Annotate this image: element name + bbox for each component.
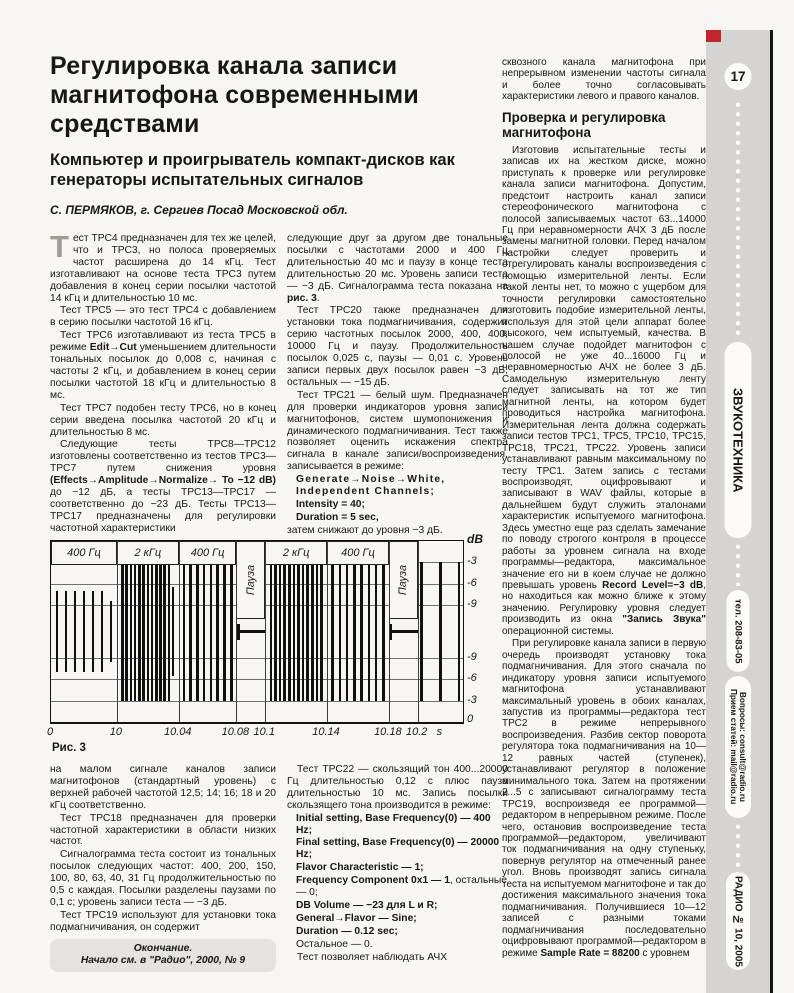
paragraph [50,813,276,849]
tone-burst-bar [375,562,378,701]
issue-label: РАДИО № 10, 2005 [732,875,744,967]
text-run: с уровнем [639,947,690,959]
paragraph [50,403,276,439]
text-run: Тест ТРС21 — белый шум. Предназначен для проверки индикаторов уровня записи магнитофонов, систем шумопонижения и динамического подмагничивания. Тест также позволяет оценить искажения спектра сигнала в канале записи/воспроизведения, записывается в режиме: [287,389,508,473]
section-boundary-line [117,541,118,722]
dotted-divider [734,542,742,586]
page-number-badge [725,63,752,90]
time-tick-label: 10.04 [163,726,192,738]
text-run: Final setting, Base Frequency(0) — 20000 Hz; [296,837,500,861]
tone-burst-bar [353,562,356,701]
paragraph [50,439,276,534]
drop-cap: Т [50,233,69,264]
paragraph [50,910,276,934]
pause-label-box [389,541,418,619]
text-run: Edit→Cut [89,342,137,354]
article-figure [46,532,505,758]
tone-burst-bar [382,562,385,701]
tone-burst-bar [125,562,128,701]
tone-burst-bar [288,562,291,701]
submissions-label: Прием статей: mail@radio.ru [729,689,738,805]
text-run: Остальное — 0. [296,938,373,950]
tone-burst-bar [203,562,206,701]
text-run: , но находиться как можно ближе к этому значению. Регулировку уровня следует производить из окна [502,580,706,626]
gridline--3db [51,701,463,702]
section-tab [725,342,752,538]
pause-label-box [236,541,265,619]
text-run: затем снижают до уровня −3 дБ. [287,524,443,536]
section-boundary-line [179,541,180,722]
phone-label: тел. 208-83-05 [732,598,744,664]
db-tick-label: -3 [467,555,477,568]
tone-burst-bar [270,562,273,701]
frequency-label-box [265,541,327,565]
paragraph [287,305,508,388]
paragraph [502,57,706,103]
tone-burst-bar [56,591,59,671]
time-tick-label: 10.2 [405,726,428,738]
tone-burst-bar [151,562,154,701]
paragraph [50,305,276,329]
questions-label: Вопросы: consult@radio.ru [738,692,747,802]
text-run: следующие друг за другом две тональные посылки с частотами 2000 и 400 Гц длительностью 40 мс и паузу в конце теста длительностью 20 мс. Уровень записи теста — −3 дБ. Сигналограмма теста показана на [287,233,508,292]
text-run: операционной системы. [502,625,614,637]
sidebar-black-rule [770,30,773,993]
tone-burst-bar [155,562,158,701]
tone-burst-bar [163,562,166,701]
column-1-top [50,233,276,539]
text-run: Frequency Component 0x1 — 1 [296,875,450,887]
text-run: Проверка и регулировка магнитофона [502,109,666,141]
paragraph [287,474,508,498]
gridline--9db [51,658,463,659]
tone-burst-bar [420,562,423,701]
section-boundary-line [418,541,419,722]
text-run: Тест позволяет наблюдать АЧХ [297,951,448,963]
section-label: 2 кГц [134,547,162,559]
tone-burst-bar [142,562,145,701]
paragraph [502,145,706,637]
tone-burst-bar [101,591,104,671]
text-run: Тест ТРС19 используют для установки тока подмагничивания, он содержит [50,909,276,933]
tone-burst-bar [183,562,186,701]
section-boundary-line [327,541,328,722]
column-1-bottom [50,764,276,986]
column-2-bottom [287,764,508,986]
article-author: С. ПЕРМЯКОВ, г. Сергиев Посад Московской обл. [50,203,348,217]
page-number: 17 [730,69,746,84]
section-label: Пауза [397,564,410,596]
text-run: . [316,292,320,304]
tone-burst-bar [293,562,296,701]
paragraph [287,862,508,874]
paragraph [287,764,508,812]
tone-burst-bar [147,562,150,701]
time-tick-label: 0 [46,726,54,738]
text-run: General→Flavor — Sine; [296,912,417,924]
section-boundary-line [389,541,390,722]
section-label: 400 Гц [190,547,225,559]
pause-marker-line [389,630,418,633]
text-run: Record Level=−3 dB [602,580,704,592]
frequency-label-box [179,541,237,565]
paragraph [287,913,508,925]
dotted-divider [734,822,742,868]
text-run: Flavor Characteristic — 1; [296,862,424,874]
tone-burst-bar [316,562,319,701]
paragraph [287,512,508,524]
tone-burst-bar [121,562,124,701]
db-tick-label: -6 [467,671,477,684]
tone-burst-bar [223,562,226,701]
paragraph [50,764,276,812]
tone-burst-bar [168,562,171,701]
text-run: Generate→Noise→White, Independent Channels; [296,474,446,498]
tone-burst-bar [302,562,305,701]
text-run: Изготовив испытательные тесты и записав их на жестком диске, можно приступать к проверке или регулировке канала записи магнитофона. Допустим, предстоит настроить канал записи стереофонического магнитофона с полосой записываемых частот 63...14000 Гц при неравномерности АЧХ 3 дБ после замены магнитной головки. Перед началом настройки следует проверить и отрегулировать каналы воспроизведения с помощью измерительной ленты. Если такой ленты нет, то можно с ущербом для точности регулировки самостоятельно изготовить подобие измерительной ленты, используя для этой цели аппарат более высокого, чем испытуемый, качества. В нашем случае подойдет магнитофон с полосой не уже 40...16000 Гц и неравномерностью АЧХ не более 3 дБ. Самодельную измерительную ленту следует записывать на тот же тип магнитной ленты, на котором будет проводиться настройка магнитофона. Измерительная лента должна содержать записи тестов ТРС1, ТРС5, ТРС10, ТРС15, ТРС18, ТРС21, ТРС22. Уровень записи устанавливают равным максимальному по тесту ТРС1. Затем запись с тестами воспроизводят, оцифровывают и записывают в WAV файлы, которые в дальнейшем будут служить эталонами характеристик испытуемого магнитофона. Здесь уместно еще раз сделать замечание по поводу строгого контроля в процессе работы за уровнем сигнала на входе программы—редактора, максимальное значение его ни в коем случае не должно превышать уровень [502,144,706,592]
section-color-marker [706,30,721,42]
tone-burst-bar [92,591,95,671]
tone-burst-bar [130,562,133,701]
tone-burst-bar [216,562,219,701]
tone-burst-bar [159,562,162,701]
db-axis-unit: dB [467,532,483,546]
tone-burst-bar [189,562,192,701]
issue-tab [726,872,750,970]
figure-caption: Рис. 3 [52,742,86,754]
text-run: Intensity = 40; [296,498,365,510]
contacts-tab [725,676,751,818]
section-label: ЗВУКОТЕХНИКА [730,387,746,493]
text-run: Сигналограмма теста состоит из тональных посылок следующих частот: 400, 200, 150, 100, 80, 63, 40, 31 Гц продолжительностью по 0,5 с каждая. Посылки разделены паузами по 0,1 с; уровень записи теста — −3 дБ. [50,849,276,908]
tone-burst-bar [439,562,442,701]
text-run: , остальные — 0; [296,875,508,899]
text-run: DB Volume — −23 для L и R; [296,899,438,911]
tone-burst-bar [368,562,371,701]
tone-burst-bar [274,562,277,701]
section-label: 2 кГц [282,547,310,559]
text-run: При регулировке канала записи в первую очередь производят установку тока подмагничивания. Для этого сначала по индикатору уровня записи испытуемого магнитофона устанавливают максимальный уровень в обоих каналах, запустив из программы—редактора тест ТРС2 в режиме непрерывного воспроизведения. Разбив сектор поворота регулятора тока подмагничивания на 10—12 равных частей (ступенек), устанавливают регулятор в положение минимального тока. Затем на протяжении 2...5 с записывают сигналограмму теста ТРС19, воспроизведя ее программой—редактором в непрерывном режиме. После чего, остановив воспроизведение теста программой—редактором, увеличивают ток подмагничивания на одну ступеньку, повернув регулятор на отмеченный ранее угол. Вновь производят запись сигнала теста на испытуемом магнитофоне и так до достижения максимального значения тока подмагничивания. Получившиеся 10—12 записей с разными токами подмагничивания последовательно оцифровывают программой—редактором в режиме [502,638,706,959]
text-run: Initial setting, Base Frequency(0) — 400 Hz; [296,812,491,836]
gridline--6db [51,679,463,680]
paragraph [287,926,508,938]
db-tick-label: -9 [467,597,477,610]
tone-burst-bar [65,591,68,671]
paragraph [50,849,276,909]
text-run: уменьшением длительности тональных посылок до 0,008 с, начиная с частоты 2 кГц, и добавлением в конец серии посылки частотой 18 кГц и длительностью 8 мс. [50,342,276,401]
tone-burst-bar [306,562,309,701]
tone-burst-bar [110,601,113,662]
paragraph [287,900,508,912]
tone-burst-bar [346,562,349,701]
paragraph [287,837,508,861]
ending-note-line1: Окончание. [133,942,193,954]
section-label: Пауза [244,564,257,596]
column-2-top [287,233,508,539]
page-title: Регулировка канала записи магнитофона современными средствами [50,52,419,138]
text-run: Тест ТРС6 изготавливают из теста ТРС5 в режиме [50,330,276,354]
text-run: Duration = 5 sec, [296,511,379,523]
text-run: Тест ТРС22 — скользящий тон 400...20000 Гц длительностью 0,12 с плюс пауза длительностью 10 мс. Запись посылки скользящего тона производится в режиме: [287,764,508,811]
paragraph [50,233,276,304]
paragraph [287,939,508,951]
db-tick-label: -6 [467,577,477,590]
text-run: ест ТРС4 предназначен для тех же целей, что и ТРС3, но полоса проверяемых частот расширена до 14 кГц. Тест изготавливают на основе теста ТРС3 путем добавления в конец серии посылки частотой 14 кГц и длительностью 10 мс. [50,233,276,304]
paragraph [287,233,508,304]
section-boundary-line [265,541,266,722]
frequency-label-box [117,541,179,565]
paragraph [50,330,276,401]
db-tick-label: -3 [467,693,477,706]
time-tick-label: 10 [109,726,123,738]
text-run: Тест ТРС20 также предназначен для установки тока подмагничивания, содержит серию частотных посылок 2000, 400, 400, 10000 Гц и паузу. Продолжительность посылок 0,025 с, паузы — 0,01 с. Уровень записи первых двух посылок равен −3 дБ, остальных — −15 дБ. [287,305,508,388]
tone-burst-bar [297,562,300,701]
tone-burst-bar [83,591,86,671]
tone-burst-bar [311,562,314,701]
paragraph [502,638,706,959]
paragraph [287,952,508,964]
text-run: Sample Rate = 88200 [540,947,640,959]
text-run: (Effects→Amplitude→Normalize→ To −12 dB) [50,475,276,487]
ending-note-line2: Начало см. в "Радио", 2000, № 9 [80,955,246,967]
signalogram-plot [50,540,464,724]
time-axis-unit: s [436,726,443,738]
time-tick-label: 10.18 [374,726,402,738]
pause-marker-line [236,630,265,633]
tone-burst-bar [196,562,199,701]
sidebar-strip [706,30,770,993]
section-boundary-line [236,541,237,722]
text-run: Тест ТРС18 предназначен для проверки частотной характеристики в области низких частот. [50,812,276,848]
text-run: "Запись Звука" [622,614,706,626]
tone-burst-bar [230,562,233,701]
text-run: на малом сигнале каналов записи магнитофонов (стандартный уровень) с верхней рабочей частотой 12,5; 14; 16; 18 и 20 кГц соответственно. [50,764,276,811]
tone-burst-bar [458,562,461,701]
time-tick-label: 10.1 [253,726,275,738]
frequency-label-box [327,541,389,565]
tone-burst-bar [172,587,175,676]
text-run: до −12 дБ, а тесты ТРС13—ТРС17 — соответственно до −23 дБ. Тесты ТРС13—ТРС17 предназначены для регулировки частотной характеристики [50,487,276,534]
tone-burst-bar [279,562,282,701]
dotted-divider [734,100,742,338]
paragraph [287,875,508,899]
article-header [50,52,500,217]
text-run: сквозного канала магнитофона при непрерывном изменении частоты сигнала и более точно согласовывать характеристики левого и правого каналов. [502,57,706,103]
tone-burst-bar [74,591,77,671]
db-tick-label: -9 [467,651,477,664]
tone-burst-bar [283,562,286,701]
time-tick-label: 10.08 [221,726,250,738]
text-run: Тест ТРС5 — это тест ТРС4 с добавлением в серию посылки частотой 16 кГц. [50,305,276,329]
db-zero-label: 0 [467,713,474,725]
paragraph [287,390,508,473]
paragraph [287,499,508,511]
text-run: Следующие тесты ТРС8—ТРС12 изготовлены соответственно из тестов ТРС3—ТРС7 путем снижения уровня [50,439,276,475]
tone-burst-bar [339,562,342,701]
phone-tab [727,590,750,672]
text-run: Duration — 0.12 sec; [296,925,398,937]
column-3 [502,57,706,985]
section-heading [502,110,706,141]
time-tick-label: 10.14 [312,726,340,738]
tone-burst-bar [360,562,363,701]
section-label: 400 Гц [67,547,101,559]
article-subtitle: Компьютер и проигрыватель компакт-дисков как генераторы испытательных сигналов [50,151,455,189]
ending-note-box [50,939,276,972]
paragraph [287,813,508,837]
section-label: 400 Гц [341,547,375,559]
frequency-label-box [51,541,117,565]
tone-burst-bar [138,562,141,701]
tone-burst-bar [134,562,137,701]
text-run: Тест ТРС7 подобен тесту ТРС6, но в конец серии введена посылка частотой 20 кГц и длительностью 8 мс. [50,402,276,438]
tone-burst-bar [331,562,334,701]
text-run: рис. 3 [287,292,317,304]
tone-burst-bar [320,562,323,701]
tone-burst-bar [210,562,213,701]
